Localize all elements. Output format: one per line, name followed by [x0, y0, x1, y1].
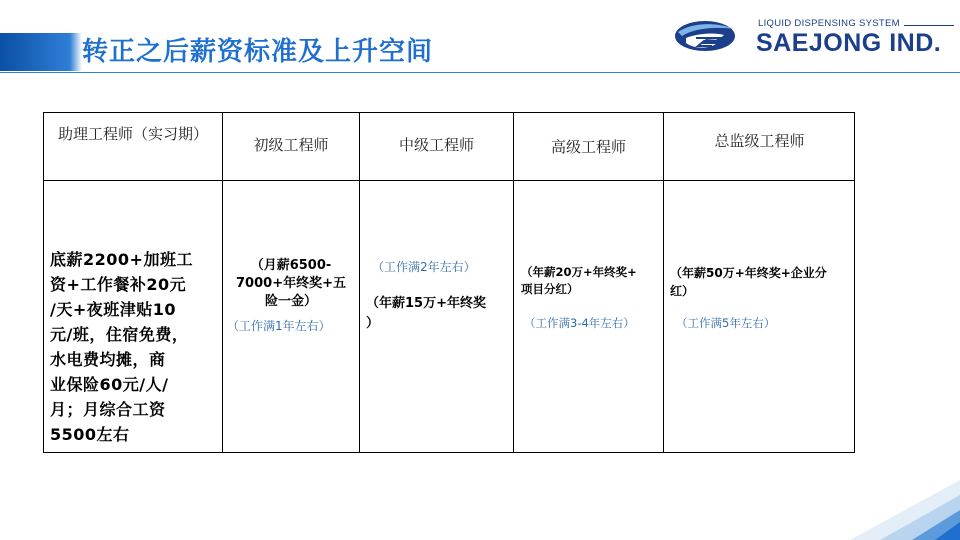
director-salary-line: 红）	[670, 284, 695, 298]
header-middle-engineer: 中级工程师	[398, 136, 474, 154]
logo-tagline: LIQUID DISPENSING SYSTEM	[758, 18, 900, 29]
title-accent-fade	[70, 33, 82, 71]
assistant-salary-details	[50, 247, 226, 447]
assistant-line: 资+工作餐补20元	[50, 275, 187, 294]
logo-mark-icon	[672, 16, 742, 56]
page-title: 转正之后薪资标准及上升空间	[82, 37, 434, 67]
logo-wordmark: SAEJONG IND.	[756, 29, 942, 57]
header-junior-engineer: 初级工程师	[253, 136, 329, 154]
header-director-engineer: 总监级工程师	[714, 132, 805, 150]
company-logo	[672, 14, 957, 58]
logo-tagline-rule	[904, 25, 954, 26]
header-divider	[0, 72, 960, 73]
middle-salary-line: ）	[366, 316, 380, 331]
senior-salary-line: （年薪20万+年终奖+	[521, 265, 637, 279]
header-assistant-engineer-text: 助理工程师（实习期）	[57, 125, 208, 143]
footer-decoration	[820, 470, 960, 540]
senior-tenure-note: （工作满3-4年左右）	[524, 316, 635, 330]
middle-tenure-note: （工作满2年左右）	[372, 260, 476, 274]
header-row-divider	[44, 180, 854, 181]
assistant-line: 5500左右	[50, 425, 130, 444]
director-tenure-note: （工作满5年左右）	[676, 316, 776, 330]
junior-salary-line: （月薪6500-	[250, 258, 332, 273]
director-salary-line: （年薪50万+年终奖+企业分	[670, 266, 827, 280]
column-divider	[359, 113, 360, 452]
junior-salary	[225, 257, 357, 311]
column-divider	[663, 113, 664, 452]
title-accent-bar	[0, 33, 70, 71]
director-salary	[670, 264, 852, 300]
assistant-line: 月；月综合工资	[50, 400, 166, 419]
header-senior-engineer: 高级工程师	[550, 138, 626, 156]
salary-table	[43, 112, 855, 453]
column-divider	[513, 113, 514, 452]
assistant-line: 底薪2200+加班工	[50, 250, 193, 269]
junior-tenure-note: （工作满1年左右）	[227, 319, 331, 333]
assistant-line: /天+夜班津贴10	[50, 300, 177, 319]
middle-salary	[366, 294, 511, 334]
assistant-line: 业保险60元/人/	[50, 375, 169, 394]
junior-salary-line: 7000+年终奖+五	[236, 276, 346, 291]
middle-salary-line: （年薪15万+年终奖	[366, 296, 486, 311]
senior-salary-line: 项目分红）	[521, 282, 579, 296]
header-assistant-engineer	[52, 124, 214, 145]
junior-salary-line: 险一金）	[264, 294, 317, 309]
assistant-line: 水电费均摊，商	[50, 350, 166, 369]
assistant-line: 元/班，住宿免费，	[50, 325, 189, 344]
senior-salary	[521, 264, 661, 298]
